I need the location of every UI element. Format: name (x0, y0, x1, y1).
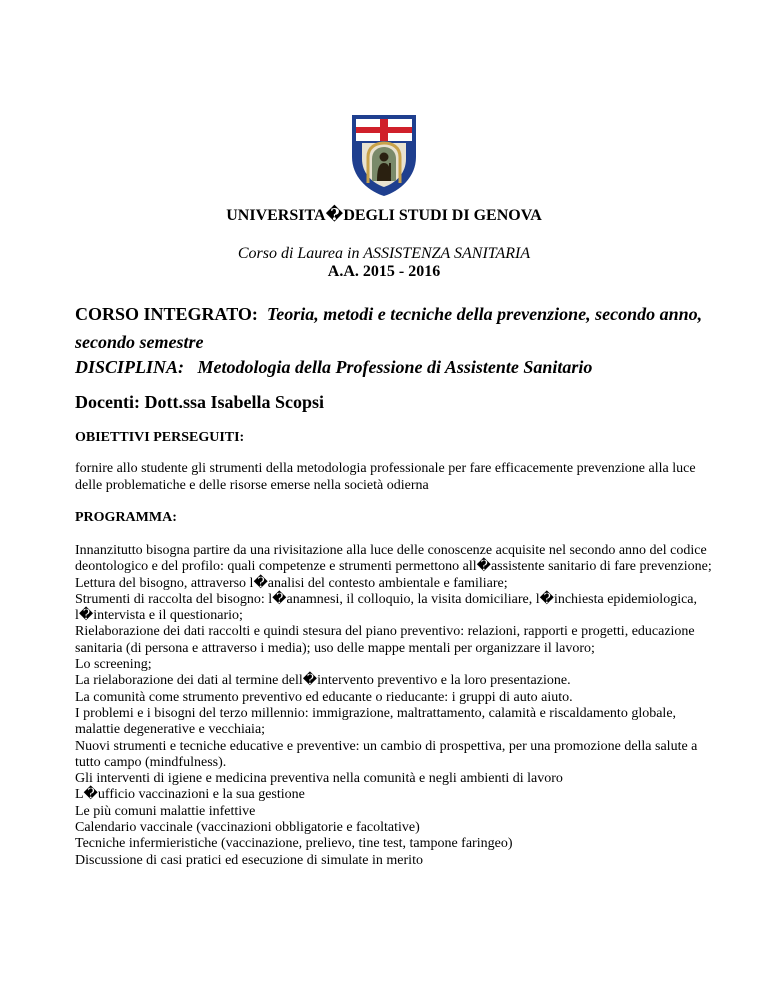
integrated-course (75, 300, 715, 356)
program-list (75, 543, 715, 869)
program-item: Lo screening; (75, 657, 152, 673)
university-crest-icon (350, 113, 418, 197)
discipline (75, 357, 715, 378)
objectives-heading: OBIETTIVI PERSEGUITI: (75, 430, 245, 445)
program-item: Strumenti di raccolta del bisogno: l�anamnesi, il colloquio, la visita domiciliare, l�inchiesta epidemiologica, l�intervista e il questionario; (75, 591, 698, 624)
course-name: Corso di Laurea in ASSISTENZA SANITARIA (237, 245, 531, 262)
program-item: I problemi e i bisogni del terzo millennio: immigrazione, maltrattamento, calamità e riscaldamento globale, malattie degenerative e vecchiaia; (75, 705, 677, 738)
integrated-course-label: CORSO INTEGRATO: (75, 304, 258, 324)
university-name: UNIVERSITA�DEGLI STUDI DI GENOVA (226, 207, 542, 224)
program-item: Innanzitutto bisogna partire da una rivisitazione alla luce delle conoscenze acquisite nel secondo anno del codice deontologico e del profilo: quali competenze e strumenti permettono all�assistente sanitario di fare prevenzione; (75, 543, 712, 575)
program-item: Calendario vaccinale (vaccinazioni obbligatorie e facoltative) (75, 820, 420, 836)
program-heading: PROGRAMMA: (75, 510, 177, 525)
program-item: Le più comuni malattie infettive (75, 803, 256, 819)
program-item: Nuovi strumenti e tecniche educative e preventive: un cambio di prospettiva, per una promozione della salute a tutto campo (mindfulness). (75, 738, 698, 770)
program-item: Lettura del bisogno, attraverso l�analisi del contesto ambientale e familiare; (75, 575, 508, 591)
discipline-label: DISCIPLINA: (75, 357, 185, 377)
program-item: Tecniche infermieristiche (vaccinazione, prelievo, tine test, tampone faringeo) (75, 836, 513, 852)
teachers: Docenti: Dott.ssa Isabella Scopsi (75, 392, 325, 412)
program-item: Rielaborazione dei dati raccolti e quindi stesura del piano preventivo: relazioni, rapporti e progetti, educazione sanitaria (di persona e attraverso i media); uso delle mappe mentali per organizzare il lavoro; (75, 624, 695, 656)
academic-year: A.A. 2015 - 2016 (327, 263, 441, 280)
program-item: Gli interventi di igiene e medicina preventiva nella comunità e negli ambienti di lavoro (75, 771, 563, 787)
program-item: La comunità come strumento preventivo ed educante o rieducante: i gruppi di auto aiuto. (75, 689, 573, 705)
objectives-text: fornire allo studente gli strumenti della metodologia professionale per fare efficacemente prevenzione alla luce delle problematiche e delle risorse emerse nella società odierna (75, 461, 696, 493)
program-item: Discussione di casi pratici ed esecuzione di simulate in merito (75, 852, 423, 868)
program-item: La rielaborazione dei dati al termine dell�intervento preventivo e la loro presentazione. (75, 673, 571, 689)
discipline-value: Metodologia della Professione di Assistente Sanitario (197, 357, 593, 377)
program-item: L�ufficio vaccinazioni e la sua gestione (75, 787, 305, 803)
integrated-course-value: Teoria, metodi e tecniche della prevenzione, secondo anno, secondo semestre (75, 304, 703, 352)
